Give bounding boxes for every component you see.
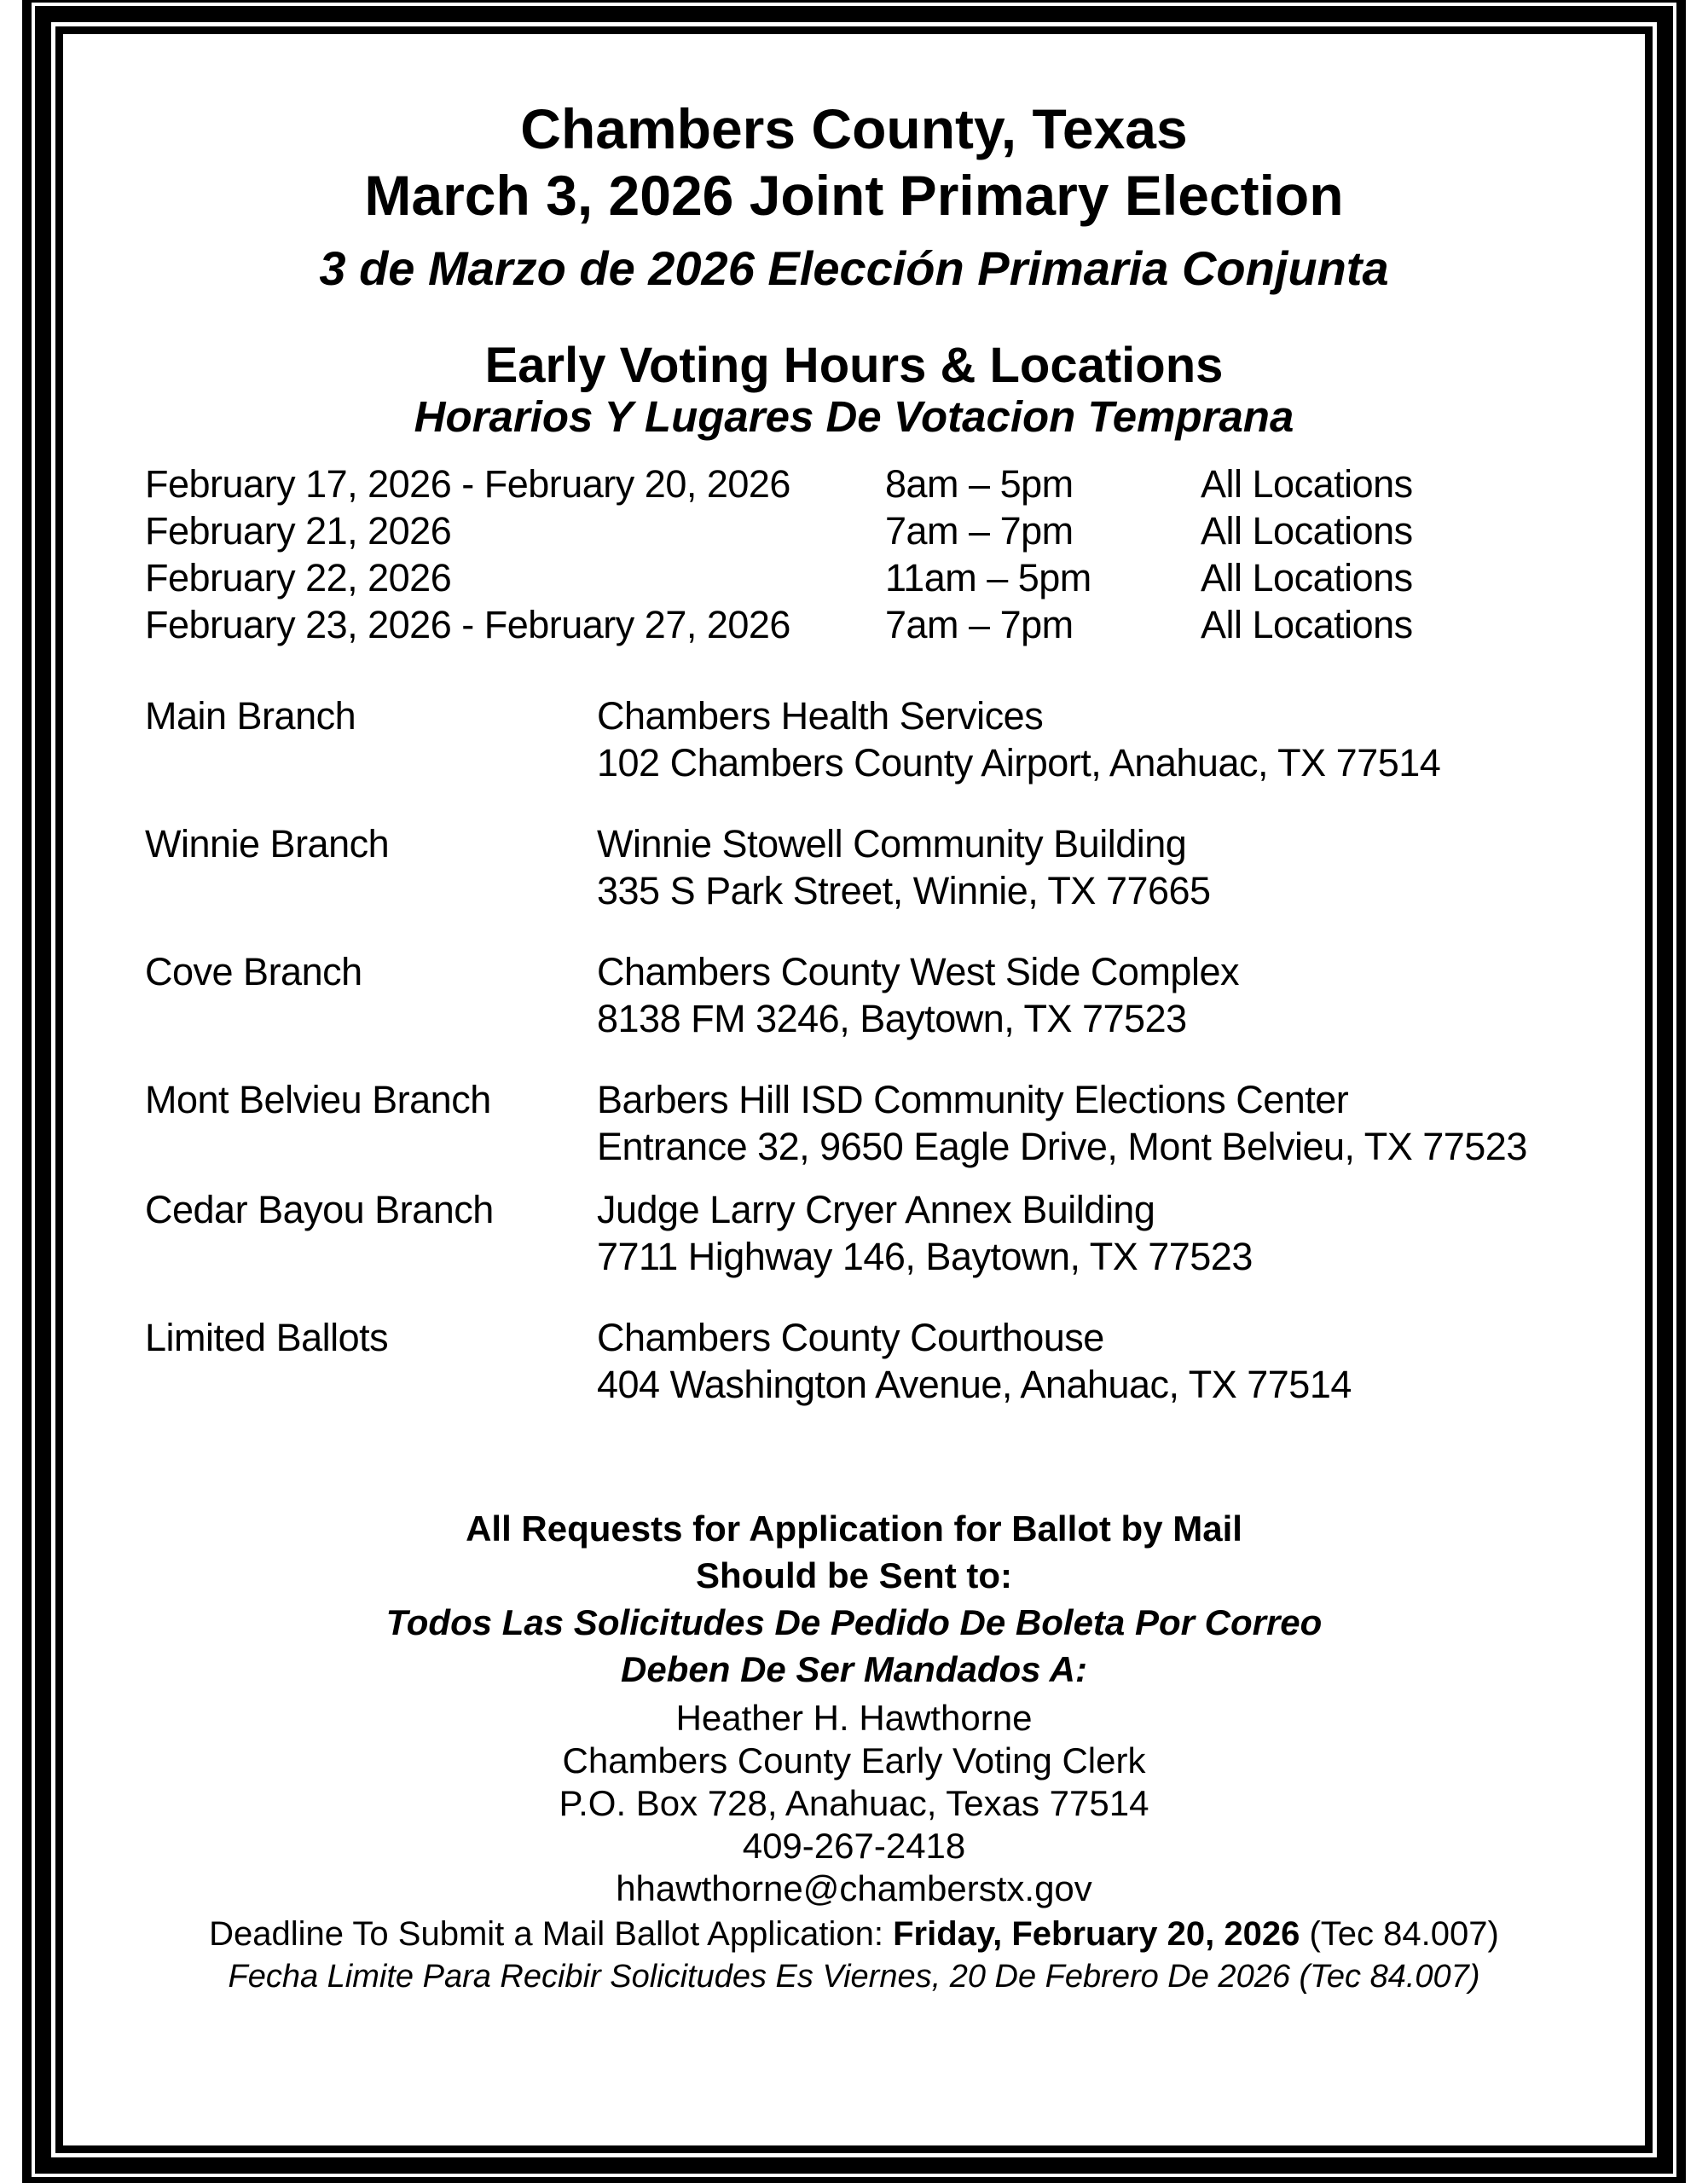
venue-name: Barbers Hill ISD Community Elections Center [597,1078,1349,1121]
title-line-county: Chambers County, Texas [520,97,1188,160]
schedule-row [145,554,1631,601]
branch-name: Cedar Bayou Branch [145,1188,494,1231]
mail-ballot-deadline [0,1913,1708,1998]
venue-name: Judge Larry Cryer Annex Building [597,1188,1155,1231]
title-line-election: March 3, 2026 Joint Primary Election [364,164,1344,227]
branch-name: Cove Branch [145,950,362,993]
deadline-spanish: Fecha Limite Para Recibir Solicitudes Es Viernes, 20 De Febrero De 2026 (Tec 84.007) [228,1959,1480,1995]
venue-address: Entrance 32, 9650 Eagle Drive, Mont Belvieu, TX 77523 [597,1125,1527,1168]
contact-phone: 409-267-2418 [742,1826,966,1866]
deadline-date: Friday, February 20, 2026 [893,1915,1300,1953]
branch-name: Limited Ballots [145,1316,389,1359]
venue-address: 8138 FM 3246, Baytown, TX 77523 [597,997,1187,1040]
contact-title: Chambers County Early Voting Clerk [562,1740,1146,1781]
schedule-dates: February 23, 2026 - February 27, 2026 [145,603,790,646]
venue-address: 7711 Highway 146, Baytown, TX 77523 [597,1235,1253,1278]
ballot-by-mail-heading [0,1505,1708,1693]
early-voting-heading: Early Voting Hours & Locations [484,338,1224,393]
deadline-english [0,1913,1708,1955]
branch-venue [597,820,1631,914]
contact-address: P.O. Box 728, Anahuac, Texas 77514 [559,1783,1149,1823]
branch-name: Winnie Branch [145,822,390,866]
deadline-suffix: (Tec 84.007) [1300,1915,1499,1953]
branch-location-list [145,692,1631,1442]
branch-limited-ballots [145,1314,1631,1408]
venue-address: 404 Washington Avenue, Anahuac, TX 77514 [597,1363,1352,1406]
branch-cedar-bayou [145,1186,1631,1280]
mail-heading-line1: All Requests for Application for Ballot by Mail [466,1508,1242,1549]
schedule-locations: All Locations [1201,509,1413,553]
branch-venue [597,1314,1631,1408]
venue-address: 335 S Park Street, Winnie, TX 77665 [597,869,1211,912]
mail-heading-line2: Should be Sent to: [696,1555,1012,1595]
schedule-row [145,601,1631,648]
page-title [0,96,1708,229]
schedule-dates: February 17, 2026 - February 20, 2026 [145,462,790,506]
mail-heading-spanish-line2: Deben De Ser Mandados A: [621,1649,1087,1689]
venue-name: Winnie Stowell Community Building [597,822,1187,866]
schedule-hours: 11am – 5pm [885,556,1091,599]
early-voting-heading-spanish: Horarios Y Lugares De Votacion Temprana [414,392,1294,441]
branch-main [145,692,1631,786]
contact-email: hhawthorne@chamberstx.gov [616,1868,1092,1908]
venue-name: Chambers Health Services [597,694,1044,738]
schedule-locations: All Locations [1201,556,1413,599]
schedule-dates: February 22, 2026 [145,556,452,599]
branch-winnie [145,820,1631,914]
mail-heading-spanish-line1: Todos Las Solicitudes De Pedido De Boleta Por Correo [385,1602,1323,1642]
branch-venue [597,1186,1631,1280]
branch-cove [145,948,1631,1042]
title-spanish: 3 de Marzo de 2026 Elección Primaria Conjunta [319,241,1389,295]
branch-name: Mont Belvieu Branch [145,1078,491,1121]
early-voting-schedule [145,460,1631,648]
branch-name: Main Branch [145,694,356,738]
venue-name: Chambers County West Side Complex [597,950,1239,993]
branch-venue [597,1076,1631,1170]
schedule-locations: All Locations [1201,603,1413,646]
branch-mont-belvieu [145,1076,1631,1170]
schedule-locations: All Locations [1201,462,1413,506]
contact-name: Heather H. Hawthorne [675,1698,1033,1738]
branch-venue [597,948,1631,1042]
schedule-row [145,507,1631,554]
schedule-dates: February 21, 2026 [145,509,452,553]
branch-venue [597,692,1631,786]
venue-address: 102 Chambers County Airport, Anahuac, TX 77514 [597,741,1441,785]
schedule-hours: 8am – 5pm [885,462,1074,506]
schedule-row [145,460,1631,507]
schedule-hours: 7am – 7pm [885,509,1074,553]
venue-name: Chambers County Courthouse [597,1316,1104,1359]
deadline-prefix: Deadline To Submit a Mail Ballot Application: [209,1915,894,1953]
schedule-hours: 7am – 7pm [885,603,1074,646]
early-voting-clerk-contact [0,1697,1708,1910]
